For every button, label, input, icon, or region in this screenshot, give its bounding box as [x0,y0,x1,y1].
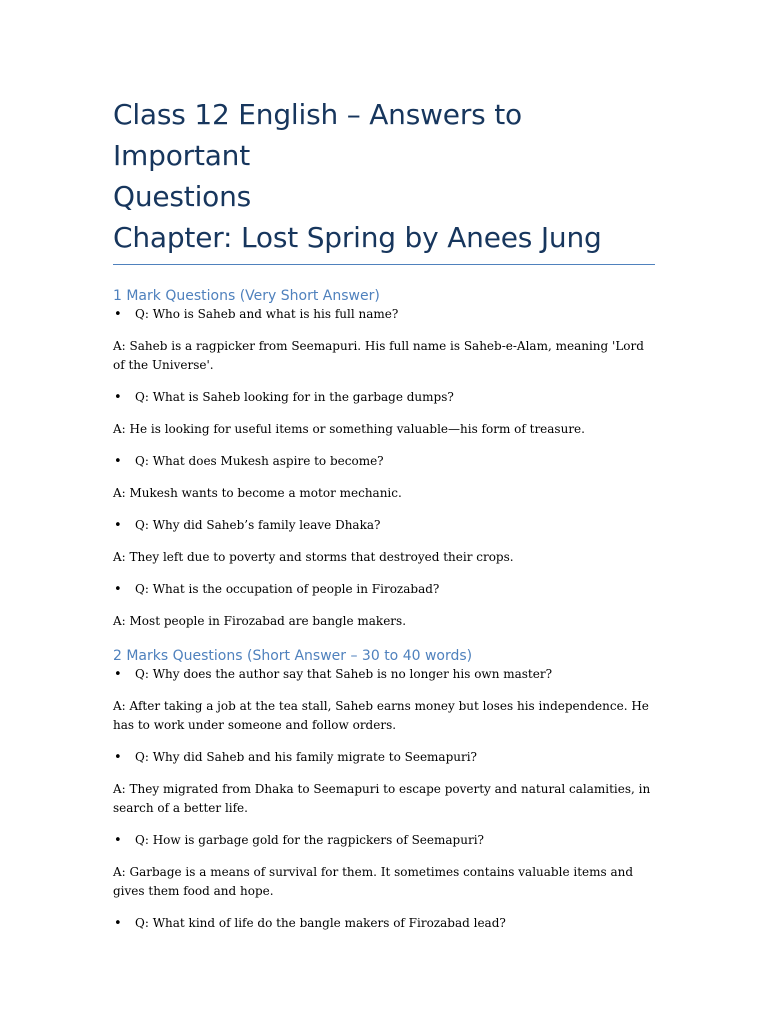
bullet-icon: • [114,667,122,682]
bullet-icon: • [114,582,122,597]
question-item [113,305,658,324]
question-text: Q: What kind of life do the bangle makers of Firozabad lead? [135,916,506,930]
question-text: Q: How is garbage gold for the ragpickers of Seemapuri? [135,833,484,847]
question-item [113,452,658,471]
answer-text: A: They left due to poverty and storms that destroyed their crops. [113,550,514,564]
bullet-icon: • [114,454,122,469]
answer-text: A: After taking a job at the tea stall, Saheb earns money but loses his independence. He has to work under someone and follow orders. [113,699,649,732]
title-divider [113,264,655,265]
question-text: Q: Why does the author say that Saheb is no longer his own master? [135,667,553,681]
answer-text: A: They migrated from Dhaka to Seemapuri to escape poverty and natural calamities, in search of a better life. [113,782,651,815]
bullet-icon: • [114,916,122,931]
question-text: Q: What is Saheb looking for in the garbage dumps? [135,390,454,404]
answer-text: A: Most people in Firozabad are bangle makers. [113,614,407,628]
bullet-icon: • [114,750,122,765]
document-title [113,94,658,258]
title-line-1: Class 12 English – Answers to Important [113,98,522,172]
question-text: Q: Why did Saheb and his family migrate to Seemapuri? [135,750,477,764]
bullet-icon: • [114,518,122,533]
question-text: Q: Why did Saheb’s family leave Dhaka? [135,518,381,532]
question-item [113,665,658,684]
answer-text: A: He is looking for useful items or something valuable—his form of treasure. [113,422,585,436]
answer-text: A: Saheb is a ragpicker from Seemapuri. His full name is Saheb-e-Alam, meaning 'Lord of the Universe'. [113,339,644,372]
section-1-mark-list [113,305,658,631]
document-page [113,94,658,933]
answer-text: A: Garbage is a means of survival for them. It sometimes contains valuable items and gives them food and hope. [113,865,634,898]
bullet-icon: • [114,390,122,405]
title-line-3: Chapter: Lost Spring by Anees Jung [113,221,602,254]
bullet-icon: • [114,307,122,322]
question-text: Q: Who is Saheb and what is his full name? [135,307,399,321]
question-item [113,388,658,407]
title-line-2: Questions [113,180,252,213]
question-item [113,580,658,599]
question-item [113,748,658,767]
question-text: Q: What is the occupation of people in Firozabad? [135,582,440,596]
section-heading-1-mark: 1 Mark Questions (Very Short Answer) [113,288,380,304]
question-item [113,914,658,933]
answer-text: A: Mukesh wants to become a motor mechanic. [113,486,402,500]
question-item [113,831,658,850]
section-heading-2-marks: 2 Marks Questions (Short Answer – 30 to 40 words) [113,648,473,664]
section-2-marks-list [113,665,658,933]
bullet-icon: • [114,833,122,848]
question-text: Q: What does Mukesh aspire to become? [135,454,384,468]
question-item [113,516,658,535]
